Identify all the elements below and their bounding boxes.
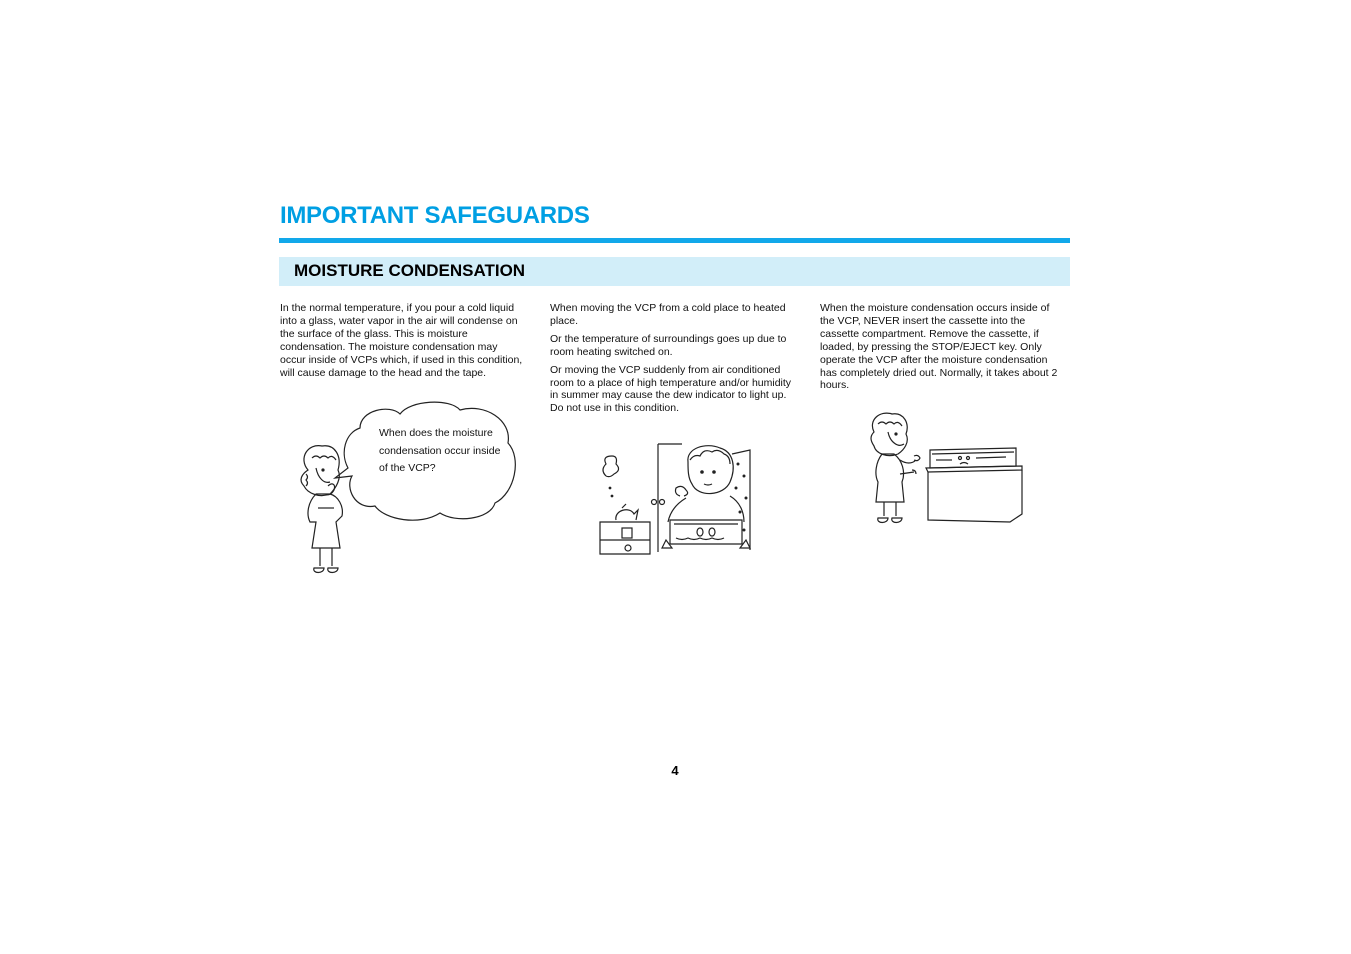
column-2-paragraph-3: Or moving the VCP suddenly from air conditioned room to a place of high temperature and/or humidity in summer may cause the dew indicator to light up. Do not use in this condition. xyxy=(550,363,792,415)
column-2 xyxy=(550,302,796,420)
column-3-paragraph-1: When the moisture condensation occurs inside of the VCP, NEVER insert the cassette into the cassette compartment. Remove the cassette, if loaded, by pressing the STOP/EJECT key. Only operate the VCP after the moisture condensation has completely dried out. Normally, it takes about 2 hours. xyxy=(820,302,1058,392)
page-title: IMPORTANT SAFEGUARDS xyxy=(280,202,590,229)
page-number: 4 xyxy=(671,763,679,778)
column-2-paragraph-2: Or the temperature of surroundings goes up due to room heating switched on. xyxy=(550,332,787,358)
section-band xyxy=(279,257,1070,286)
title-rule xyxy=(279,238,1070,243)
woman-with-vcp-icon xyxy=(866,410,1026,528)
column-1-paragraph-1: In the normal temperature, if you pour a cold liquid into a glass, water vapor in the air will condense on the surface of the glass. This is moisture condensation. The moisture condensation may occur inside of VCPs which, if used in this condition, will cause damage to the head and the tape. xyxy=(280,302,523,379)
column-3 xyxy=(820,302,1066,397)
man-carrying-vcp-icon xyxy=(596,440,756,558)
section-title: MOISTURE CONDENSATION xyxy=(294,261,526,280)
column-2-paragraph-1: When moving the VCP from a cold place to heated place. xyxy=(550,302,786,327)
column-1 xyxy=(280,302,526,384)
speech-bubble-text: When does the moisture condensation occur inside of the VCP? xyxy=(379,427,501,474)
